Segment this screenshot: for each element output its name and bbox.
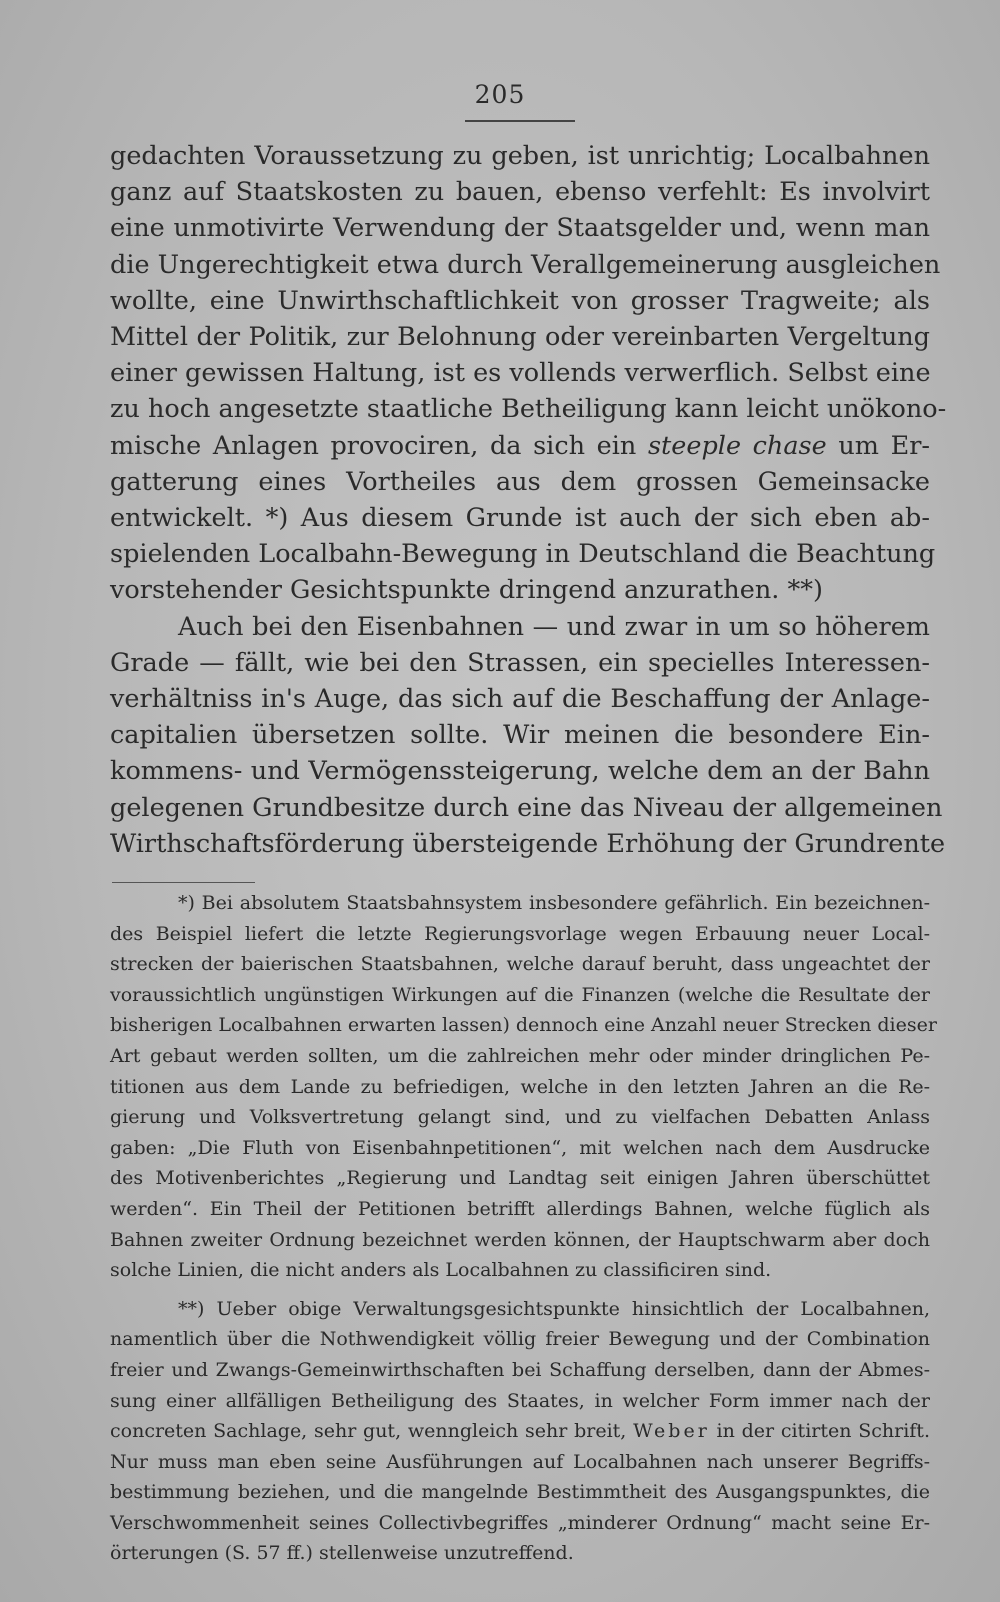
footnote-line: gaben: „Die Fluth von Eisenbahnpetitionen“, mit welchen nach dem Ausdrucke: [110, 1136, 930, 1159]
footnote-line: Art gebaut werden sollten, um die zahlreichen mehr oder minder dringlichen Pe-: [110, 1044, 930, 1067]
footnote-line: **) Ueber obige Verwaltungsgesichtspunkte hinsichtlich der Localbahnen,: [178, 1297, 930, 1320]
footnote-line: strecken der baierischen Staatsbahnen, welche darauf beruht, dass ungeachtet der: [110, 953, 930, 976]
footnote-line: *) Bei absolutem Staatsbahnsystem insbesondere gefährlich. Ein bezeichnen-: [178, 892, 930, 914]
body-line: Auch bei den Eisenbahnen — und zwar in um so höherem: [178, 611, 930, 642]
author-name: Weber: [633, 1420, 710, 1443]
body-line: wollte, eine Unwirthschaftlichkeit von grosser Tragweite; als: [110, 285, 930, 316]
footnote-line: bisherigen Localbahnen erwarten lassen) dennoch eine Anzahl neuer Strecken dieser: [110, 1014, 937, 1037]
footnote-line: bestimmung beziehen, und die mangelnde Bestimmtheit des Ausgangspunktes, die: [110, 1481, 930, 1504]
body-line: gatterung eines Vortheiles aus dem grossen Gemeinsacke: [110, 466, 930, 497]
body-line: Grade — fällt, wie bei den Strassen, ein specielles Interessen-: [110, 647, 930, 678]
body-line: einer gewissen Haltung, ist es vollends verwerflich. Selbst eine: [110, 358, 931, 389]
footnote-line: sung einer allfälligen Betheiligung des Staates, in welcher Form immer nach der: [110, 1389, 930, 1412]
footnote-line: des Beispiel liefert die letzte Regierungsvorlage wegen Erbauung neuer Local-: [110, 922, 930, 945]
italic-phrase: steeple chase: [647, 430, 827, 461]
page-number-rule: [465, 120, 575, 122]
body-line: die Ungerechtigkeit etwa durch Verallgemeinerung ausgleichen: [110, 249, 941, 280]
footnote-line: namentlich über die Nothwendigkeit völlig freier Bewegung und der Combination: [110, 1328, 930, 1351]
main-text: [110, 138, 947, 862]
body-line: capitalien übersetzen sollte. Wir meinen die besondere Ein-: [110, 720, 930, 751]
footnote-line: des Motivenberichtes „Regierung und Landtag seit einigen Jahren überschüttet: [110, 1167, 930, 1190]
body-line: entwickelt. *) Aus diesem Grunde ist auch der sich eben ab-: [110, 503, 930, 534]
footnote-line: Bahnen zweiter Ordnung bezeichnet werden können, der Hauptschwarm aber doch: [110, 1228, 930, 1251]
body-line: eine unmotivirte Verwendung der Staatsgelder und, wenn man: [110, 213, 930, 244]
footnote-line: solche Linien, die nicht anders als Localbahnen zu classificiren sind.: [110, 1259, 772, 1282]
body-line: vorstehender Gesichtspunkte dringend anzurathen. **): [110, 575, 823, 606]
footnotes: [110, 888, 937, 1569]
body-line: Mittel der Politik, zur Belohnung oder vereinbarten Vergeltung: [110, 322, 930, 353]
body-line: Wirthschaftsförderung übersteigende Erhöhung der Grundrente: [110, 828, 946, 859]
body-line-with-italic: mische Anlagen provociren, da sich ein steeple chase um Er-: [110, 430, 930, 461]
footnote-line: titionen aus dem Lande zu befriedigen, welche in den letzten Jahren an die Re-: [110, 1075, 930, 1098]
footnote-line: örterungen (S. 57 ff.) stellenweise unzutreffend.: [110, 1542, 574, 1565]
footnote-line: gierung und Volksvertretung gelangt sind, und zu vielfachen Debatten Anlass: [110, 1106, 930, 1129]
body-line: kommens- und Vermögenssteigerung, welche dem an der Bahn: [110, 756, 930, 787]
body-line: spielenden Localbahn-Bewegung in Deutschland die Beachtung: [110, 539, 936, 570]
footnote-line: werden“. Ein Theil der Petitionen betrifft allerdings Bahnen, welche füglich als: [110, 1197, 930, 1220]
footnote-line: voraussichtlich ungünstigen Wirkungen auf die Finanzen (welche die Resultate der: [110, 983, 930, 1006]
footnote-line: Verschwommenheit seines Collectivbegriffes „minderer Ordnung“ macht seine Er-: [110, 1511, 930, 1534]
body-line: zu hoch angesetzte staatliche Betheiligung kann leicht unökono-: [110, 394, 947, 425]
page-number: 205: [474, 80, 526, 109]
body-line: verhältniss in's Auge, das sich auf die Beschaffung der Anlage-: [110, 684, 930, 715]
footnote-line: freier und Zwangs-Gemeinwirthschaften bei Schaffung derselben, dann der Abmes-: [110, 1358, 930, 1381]
body-line: gelegenen Grundbesitze durch eine das Niveau der allgemeinen: [110, 792, 943, 823]
footnote-line: Nur muss man eben seine Ausführungen auf Localbahnen nach unserer Begriffs-: [110, 1450, 930, 1473]
body-line: ganz auf Staatskosten zu bauen, ebenso verfehlt: Es involvirt: [110, 177, 930, 208]
body-line: gedachten Voraussetzung zu geben, ist unrichtig; Localbahnen: [110, 141, 930, 171]
footnote-line: concreten Sachlage, sehr gut, wenngleich sehr breit, Weber in der citirten Schrift.: [110, 1420, 930, 1443]
footnote-rule: [112, 882, 255, 883]
